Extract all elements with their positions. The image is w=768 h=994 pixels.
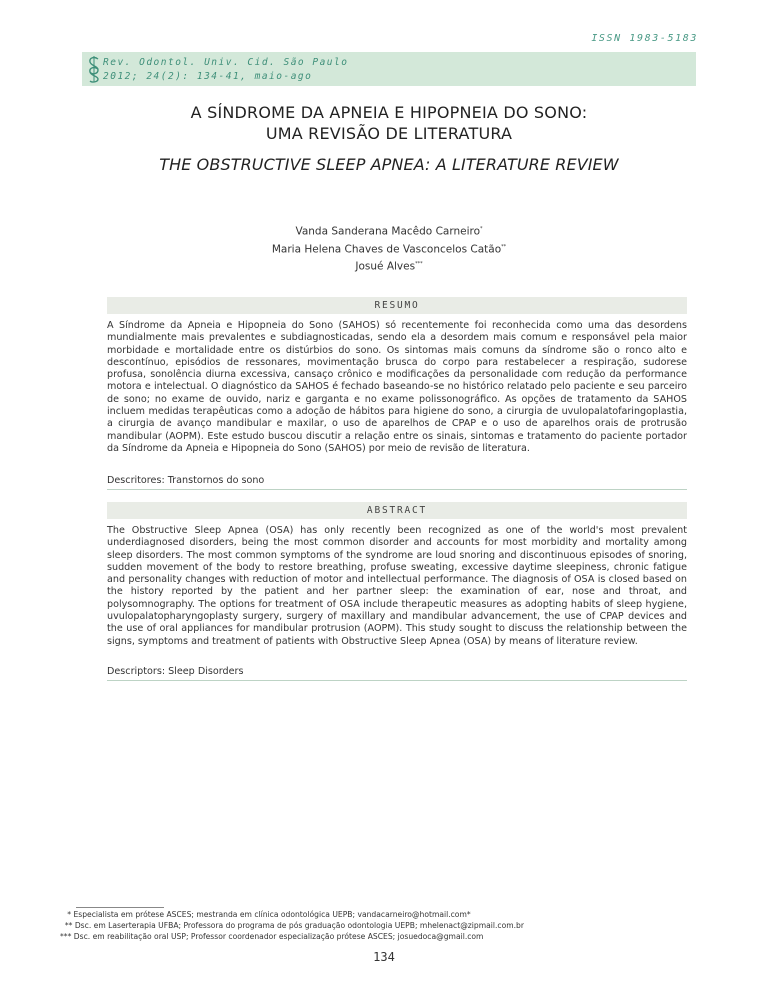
author-name: Josué Alves bbox=[355, 260, 416, 273]
author-name: Vanda Sanderana Macêdo Carneiro bbox=[295, 225, 481, 238]
dollar-s-icon bbox=[88, 55, 100, 87]
issn-label: ISSN 1983-5183 bbox=[591, 33, 698, 44]
footnote-2: ** Dsc. em Laserterapia UFBA; Professora do programa de pós graduação odontologia UEPB; mhelenact@zipmail.com.br bbox=[60, 921, 524, 930]
author-mark: *** bbox=[415, 261, 423, 267]
footnote-3: *** Dsc. em reabilitação oral USP; Professor coordenador especialização prótese ASCES; josuedoca@gmail.com bbox=[60, 932, 484, 941]
journal-banner bbox=[82, 52, 696, 86]
author-mark: ** bbox=[501, 243, 507, 250]
title-pt-line1: A SÍNDROME DA APNEIA E HIPOPNEIA DO SONO: bbox=[190, 103, 588, 122]
footnote-divider bbox=[76, 907, 164, 908]
journal-name: Rev. Odontol. Univ. Cid. São Paulo bbox=[103, 57, 349, 68]
journal-issue: 2012; 24(2): 134-41, maio-ago bbox=[103, 71, 313, 82]
author-3 bbox=[82, 257, 696, 275]
abstract-heading: ABSTRACT bbox=[107, 502, 687, 519]
page-number: 134 bbox=[373, 950, 395, 964]
abstract-text: The Obstructive Sleep Apnea (OSA) has only recently been recognized as one of the world's most prevalent underdiagnosed disorders, being the most common disorder and accounts for most morbidity and mortality among sleep disorders. The most common symptoms of the syndrome are loud snoring and discontinuous episodes of snoring, sudden movement of the body to restore breathing, profuse sweating, excessive daytime sleepiness, chronic fatigue and personality changes with reduction of motor and intellectual performance. The diagnosis of OSA is closed based on the history reported by the patient and her partner sleep: the examination of ear, nose and throat, and polysomnography. The options for treatment of OSA include therapeutic measures as adopting habits of sleep hygiene, uvulopalatopharyngoplasty surgery, surgery of maxillary and mandibular advancement, the use of CPAP devices and the use of oral appliances for mandibular protrusion (AOPM). This study sought to discuss the relationship between the signs, symptoms and treatment of patients with Obstructive Sleep Apnea (OSA) by means of literature review. bbox=[107, 525, 687, 647]
author-1 bbox=[82, 222, 696, 240]
resumo-descriptors: Descritores: Transtornos do sono bbox=[107, 475, 265, 486]
resumo-text: A Síndrome da Apneia e Hipopneia do Sono (SAHOS) só recentemente foi reconhecida como uma das desordens mundialmente mais prevalentes e subdiagnosticadas, sendo ela a desordem mais comum e responsável pela maior morbidade e mortalidade entre os distúrbios do sono. Os sintomas mais comuns da síndrome são o ronco alto e descontínuo, episódios de ressonares, movimentação brusca do corpo para restabelecer a respiração, sudorese profusa, sonolência diurna excessiva, cansaço crônico e modificações da personalidade com redução da performance motora e intelectual. O diagnóstico da SAHOS é fechado baseando-se no histórico relatado pelo paciente e seu parceiro de sono; no exame de ouvido, nariz e garganta e no exame polissonográfico. As opções de tratamento da SAHOS incluem medidas terapêuticas como a adoção de hábitos para higiene do sono, a cirurgia de uvulopalatofaringoplastia, a cirurgia de avanço mandibular e maxilar, o uso de aparelhos de CPAP e o uso de aparelhos orais de protrusão mandibular (AOPM). Este estudo buscou discutir a relação entre os sinais, sintomas e tratamento do paciente portador da Síndrome da Apneia e Hipopneia do Sono (SAHOS) por meio de revisão de literatura. bbox=[107, 320, 687, 454]
title-block bbox=[82, 102, 696, 174]
footnote-1: * Especialista em prótese ASCES; mestranda em clínica odontológica UEPB; vandacarneiro@hotmail.com* bbox=[60, 910, 471, 919]
title-en: THE OBSTRUCTIVE SLEEP APNEA: A LITERATURE REVIEW bbox=[159, 155, 619, 174]
author-list bbox=[82, 222, 696, 275]
title-pt-line2: UMA REVISÃO DE LITERATURA bbox=[265, 124, 513, 143]
abstract-divider bbox=[107, 680, 687, 681]
resumo-heading: RESUMO bbox=[107, 297, 687, 314]
resumo-divider bbox=[107, 489, 687, 490]
author-name: Maria Helena Chaves de Vasconcelos Catão bbox=[271, 243, 502, 255]
author-2 bbox=[82, 240, 696, 258]
abstract-descriptors: Descriptors: Sleep Disorders bbox=[107, 666, 244, 677]
author-mark: * bbox=[480, 226, 483, 232]
